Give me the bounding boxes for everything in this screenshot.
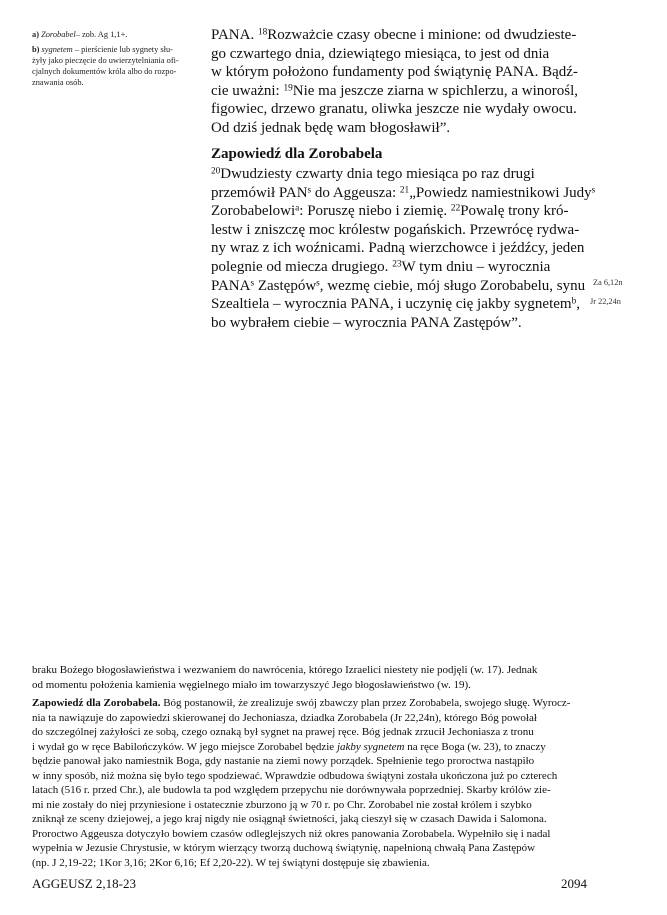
verse-line: cie uważni: $^{19}$Nie ma jeszcze ziarna w spichlerzu, a winorośl, xyxy=(211,82,579,99)
verse-line: ny wraz z ich woźnicami. Padną wierzchowce i jeźdźcy, jeden xyxy=(211,240,585,257)
verse-line: bo wybrałem ciebie – wyrocznia PANA Zastępów”. xyxy=(211,314,522,331)
verse-line: polegnie od miecza drugiego. $^{23}$W tym dniu – wyrocznia xyxy=(211,258,551,275)
commentary-line: mi nie zostały do niej przyniesione i ostatecznie zburzono ją w 70 r. po Chr. Zorobabel nie został królem i szybko xyxy=(32,798,532,811)
commentary-line: od momentu położenia kamienia węgielnego miało im towarzyszyć Jego błogosławieństwo (w. 19). xyxy=(32,678,471,691)
page-number: 2094 xyxy=(561,876,587,891)
verse-line: $^{20}$Dwudziesty czwarty dnia tego miesiąca po raz drugi xyxy=(211,166,535,182)
footnote-text: – zob. Ag 1,1+. xyxy=(75,30,128,39)
footnote-b xyxy=(32,44,207,88)
commentary-heading: Zapowiedź dla Zorobabela. xyxy=(32,697,161,709)
commentary-line: nia ta nawiązuje do zapowiedzi skierowanej do Jechoniasza, dziadka Zorobabela (Jr 22,24n), którego Bóg powołał xyxy=(32,711,537,724)
cross-reference: Jr 22,24n xyxy=(590,297,621,306)
verse-number: 22 xyxy=(450,203,461,214)
verse-line: przemówił PAN$^s$ do Aggeusza: $^{21}$„Powiedz namiestnikowi Judy$^s$ xyxy=(211,184,596,201)
commentary-line: i wydał go w ręce Babilończyków. W jego miejsce Zorobabel będzie jakby sygnetem na ręce Boga (w. 23), to znaczy xyxy=(32,740,546,753)
verse-line: go czwartego dnia, dziewiątego miesiąca, to jest od dnia xyxy=(211,45,550,62)
verse-line: lestw i zniszczę moc królestw pogańskich. Przewrócę rydwa- xyxy=(211,221,580,238)
footnote-text: cjalnych dokumentów króla albo do rozpo- xyxy=(32,67,177,76)
verse-number: 19 xyxy=(283,83,293,94)
commentary-line: do szczególnej zażyłości ze sobą, czego oznaką był sygnet na prawej ręce. Bóg jednak zrzucił Jechoniasza z tronu xyxy=(32,726,534,738)
verse-line: figowiec, drzewo granatu, oliwka jeszcze nie wydały owocu. xyxy=(211,101,577,118)
footnote-term: sygnetem xyxy=(41,45,73,54)
verse-number: 20 xyxy=(211,166,221,177)
verse-number: 18 xyxy=(257,27,268,38)
footnote-mark: b) xyxy=(32,45,40,54)
commentary-line: będzie panował jako namiestnik Boga, gdy nastanie na ziemi nowy porządek. Spełnienie tego proroctwa nastąpiło xyxy=(32,755,535,767)
commentary-line: braku Bożego błogosławieństwa i wezwaniem do nawrócenia, którego Izraelici niestety nie podjęli (w. 17). Jednak xyxy=(32,664,538,676)
section-heading: Zapowiedź dla Zorobabela xyxy=(211,146,383,162)
commentary-line: zniknął ze sceny dziejowej, a jego kraj nigdy nie osiągnął świetności, jaką cieszył się w czasach Dawida i Salomona. xyxy=(32,813,547,825)
verse-line: PANA. $^{18}$Rozważcie czasy obecne i minione: od dwudzieste- xyxy=(211,27,577,43)
running-footer-title: AGGEUSZ 2,18-23 xyxy=(32,876,136,891)
verse-line: Od dziś jednak będę wam błogosławił”. xyxy=(211,119,451,136)
verse-line: Szealtiela – wyrocznia PANA, i uczynię cię jakby sygnetem$^b$, xyxy=(211,296,580,313)
verse-line: w którym położono fundamenty pod świątynię PANA. Bądź- xyxy=(211,64,578,81)
commentary-line: (np. J 2,19-22; 1Kor 3,16; 2Kor 6,16; Ef 2,20-22). W tej świątyni dostępuje się zbawienia. xyxy=(32,856,430,869)
verse-number: 23 xyxy=(392,259,402,270)
footnote-mark: a) xyxy=(32,30,39,39)
section-passage xyxy=(211,165,596,332)
cross-reference: Za 6,12n xyxy=(593,278,623,287)
scripture-passage xyxy=(211,26,587,138)
footnote-text: żyły jako pieczęcie do uwierzytelniania ofi- xyxy=(32,56,179,65)
verse-line: Zorobabelowi$^a$: Poruszę niebo i ziemię. $^{22}$Powalę trony kró- xyxy=(211,203,569,220)
commentary-line: Proroctwo Aggeusza dotyczyło bowiem czasów odleglejszych niż okres panowania Zorobabela. Wypełniło się i nadal xyxy=(32,827,551,840)
commentary-line: wypełnia w Jezusie Chrystusie, w którym wierzący tworzą duchową świątynię, napełnioną chwałą Pana Zastępów xyxy=(32,842,536,854)
footnote-text: znawania osób. xyxy=(32,78,84,87)
footnote-term: Zorobabel xyxy=(41,30,76,39)
commentary-line: latach (516 r. przed Chr.), ale budowla ta pod względem przepychu nie dorównywała poprzedniej. Skarby królów zie- xyxy=(32,784,551,796)
commentary-line: w inny sposób, niż można się było tego spodziewać. Wprawdzie odbudowa świątyni została ukończona już po czterech xyxy=(32,769,558,782)
footnote-text: – pierścienie lub sygnety słu- xyxy=(72,45,173,54)
commentary xyxy=(32,663,604,870)
verse-number: 21 xyxy=(399,184,410,195)
commentary-line: Zapowiedź dla Zorobabela. Bóg postanowił, że zrealizuje swój zbawczy plan przez Zorobabela, swojego sługę. Wyrocz- xyxy=(32,697,571,709)
footnote-a xyxy=(32,29,200,40)
verse-line: PANA$^s$ Zastępów$^s$, wezmę ciebie, mój sługo Zorobabelu, synu xyxy=(211,277,586,294)
